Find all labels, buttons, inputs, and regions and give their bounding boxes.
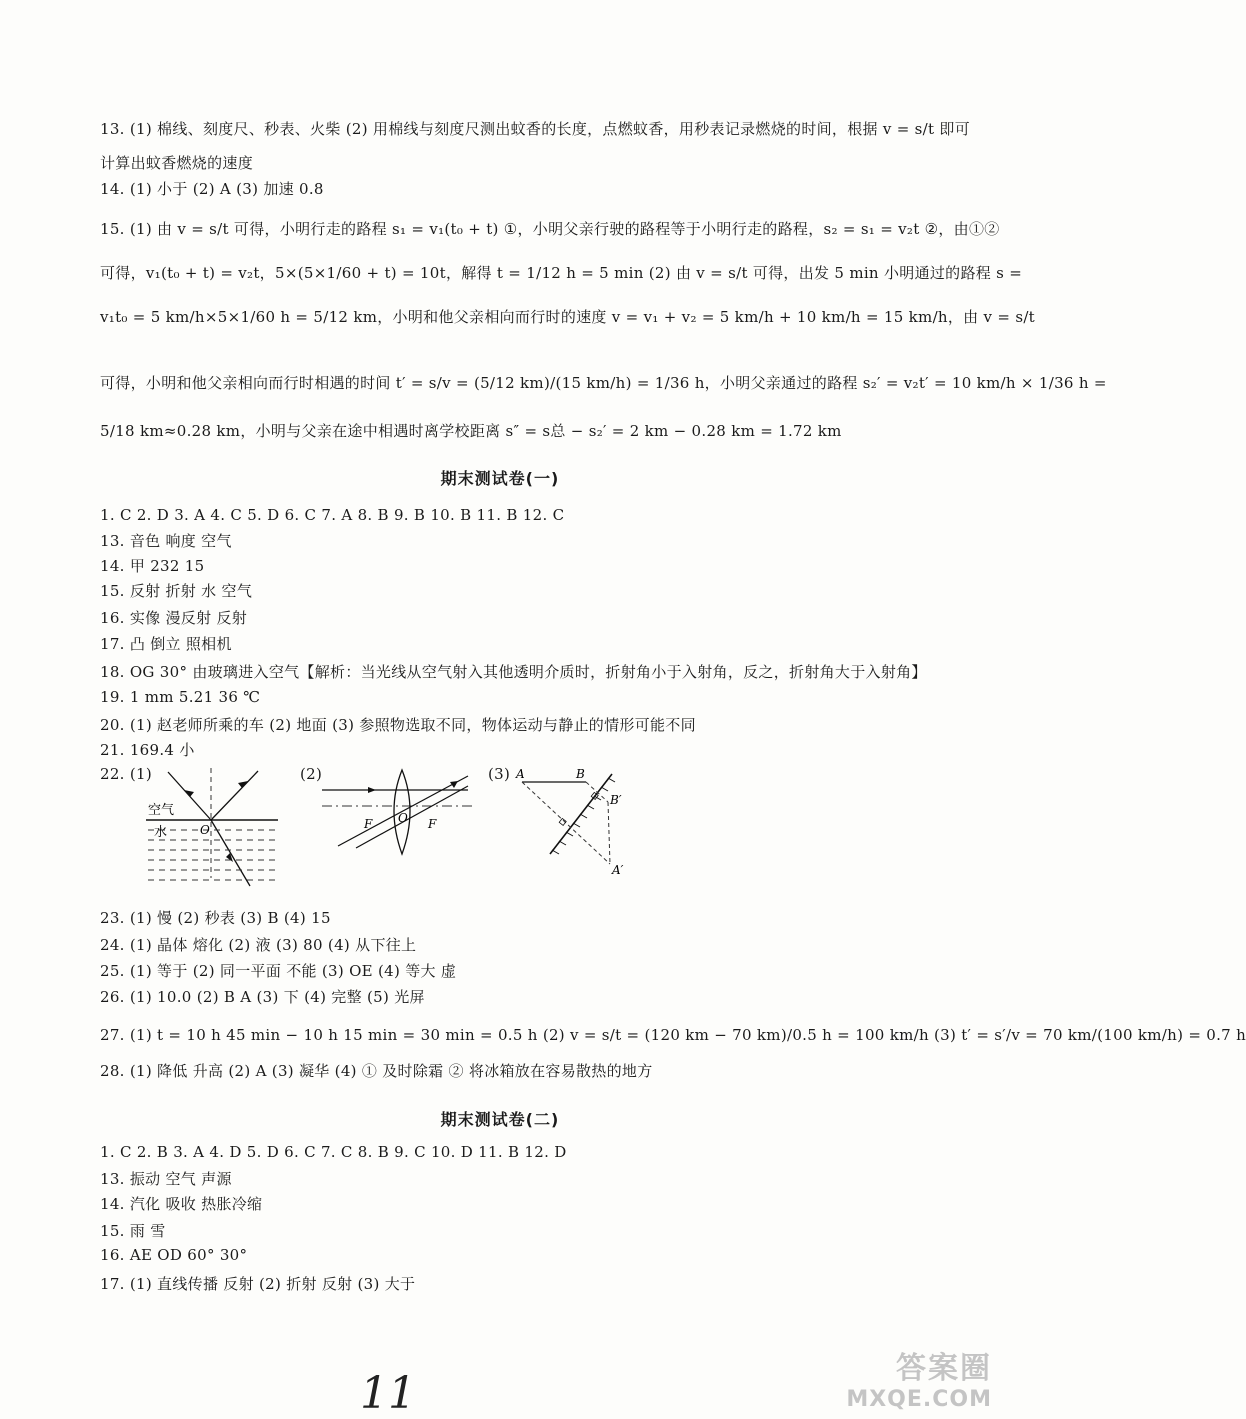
test1-answer-22-label-3: (3) — [488, 765, 511, 783]
focus-left-label: F — [364, 817, 373, 831]
point-b-prime-label: B′ — [610, 793, 622, 807]
test1-answer-27: 27. (1) t = 10 h 45 min − 10 h 15 min = 30 min = 0.5 h (2) v = s/t = (120 km − 70 km)/0.5 h = 100 km/h (3) t′ = s′/v = 70 km/(100 km/h) = 0.7 h — [100, 1026, 1246, 1044]
water-label: 水 — [154, 825, 168, 840]
test1-answer-26: 26. (1) 10.0 (2) B A (3) 下 (4) 完整 (5) 光屏 — [100, 988, 425, 1006]
test2-answer-17: 17. (1) 直线传播 反射 (2) 折射 反射 (3) 大于 — [100, 1275, 416, 1293]
test2-answer-14: 14. 汽化 吸收 热胀冷缩 — [100, 1195, 263, 1213]
test2-answer-13: 13. 振动 空气 声源 — [100, 1170, 232, 1188]
watermark — [846, 1343, 992, 1412]
test2-answer-16: 16. AE OD 60° 30° — [100, 1246, 248, 1264]
test1-choice-answers: 1. C 2. D 3. A 4. C 5. D 6. C 7. A 8. B 9. B 10. B 11. B 12. C — [100, 506, 565, 524]
answer-14: 14. (1) 小于 (2) A (3) 加速 0.8 — [100, 180, 324, 198]
focus-right-label: F — [428, 817, 437, 831]
test1-answer-20: 20. (1) 赵老师所乘的车 (2) 地面 (3) 参照物选取不同，物体运动与静止的情形可能不同 — [100, 716, 696, 734]
test1-answer-21: 21. 169.4 小 — [100, 741, 195, 759]
test1-answer-25: 25. (1) 等于 (2) 同一平面 不能 (3) OE (4) 等大 虚 — [100, 962, 457, 980]
point-o-label: O — [200, 823, 210, 837]
convex-lens-diagram — [318, 768, 478, 863]
watermark-site-text: MXQE.COM — [846, 1387, 992, 1412]
air-label: 空气 — [148, 803, 175, 818]
answer-15-line3: v₁t₀ = 5 km/h×5×1/60 h = 5/12 km，小明和他父亲相向而行时的速度 v = v₁ + v₂ = 5 km/h + 10 km/h = 15 km/h，由 v = s/t — [100, 308, 1036, 326]
point-a-label: A — [516, 767, 525, 781]
plane-mirror-diagram — [512, 768, 642, 880]
answer-15-line5: 5/18 km≈0.28 km，小明与父亲在途中相遇时离学校距离 s″ = s总 − s₂′ = 2 km − 0.28 km = 1.72 km — [100, 422, 842, 440]
test2-choice-answers: 1. C 2. B 3. A 4. D 5. D 6. C 7. C 8. B 9. C 10. D 11. B 12. D — [100, 1143, 567, 1161]
test1-answer-19: 19. 1 mm 5.21 36 ℃ — [100, 688, 261, 706]
test1-answer-28: 28. (1) 降低 升高 (2) A (3) 凝华 (4) ① 及时除霜 ② 将冰箱放在容易散热的地方 — [100, 1062, 653, 1080]
page-number: 11 — [360, 1368, 416, 1419]
test1-answer-16: 16. 实像 漫反射 反射 — [100, 609, 248, 627]
answer-15-line1: 15. (1) 由 v = s/t 可得，小明行走的路程 s₁ = v₁(t₀ + t) ①，小明父亲行驶的路程等于小明行走的路程，s₂ = s₁ = v₂t ②，由①② — [100, 220, 1000, 238]
test1-answer-23: 23. (1) 慢 (2) 秒表 (3) B (4) 15 — [100, 909, 331, 927]
test1-answer-24: 24. (1) 晶体 熔化 (2) 液 (3) 80 (4) 从下往上 — [100, 936, 417, 954]
section-title-final-test-1: 期末测试卷(一) — [440, 469, 560, 488]
test1-answer-14: 14. 甲 232 15 — [100, 557, 205, 575]
lens-center-label: O — [398, 811, 408, 825]
test1-answer-22-label-1: 22. (1) — [100, 765, 152, 783]
watermark-logo-text: 答案圈 — [896, 1351, 992, 1386]
test2-answer-15: 15. 雨 雪 — [100, 1222, 166, 1240]
answer-13-line2: 计算出蚊香燃烧的速度 — [100, 154, 254, 172]
test1-answer-15: 15. 反射 折射 水 空气 — [100, 582, 253, 600]
test1-answer-18: 18. OG 30° 由玻璃进入空气【解析：当光线从空气射入其他透明介质时，折射角小于入射角，反之，折射角大于入射角】 — [100, 663, 927, 681]
test1-answer-13: 13. 音色 响度 空气 — [100, 532, 232, 550]
reflection-refraction-diagram — [138, 768, 288, 893]
test1-answer-22-label-2: (2) — [300, 765, 323, 783]
section-title-final-test-2: 期末测试卷(二) — [440, 1110, 560, 1129]
point-a-prime-label: A′ — [612, 863, 624, 877]
test1-answer-17: 17. 凸 倒立 照相机 — [100, 635, 232, 653]
answer-15-line2: 可得，v₁(t₀ + t) = v₂t，5×(5×1/60 + t) = 10t，解得 t = 1/12 h = 5 min (2) 由 v = s/t 可得，出发 5 min 小明通过的路程 s = — [100, 264, 1023, 282]
answer-15-line4: 可得，小明和他父亲相向而行时相遇的时间 t′ = s/v = (5/12 km)/(15 km/h) = 1/36 h，小明父亲通过的路程 s₂′ = v₂t′ = 10 km/h × 1/36 h = — [100, 374, 1107, 392]
answer-13-line1: 13. (1) 棉线、刻度尺、秒表、火柴 (2) 用棉线与刻度尺测出蚊香的长度，点燃蚊香，用秒表记录燃烧的时间，根据 v = s/t 即可 — [100, 120, 971, 138]
point-b-label: B — [576, 767, 585, 781]
